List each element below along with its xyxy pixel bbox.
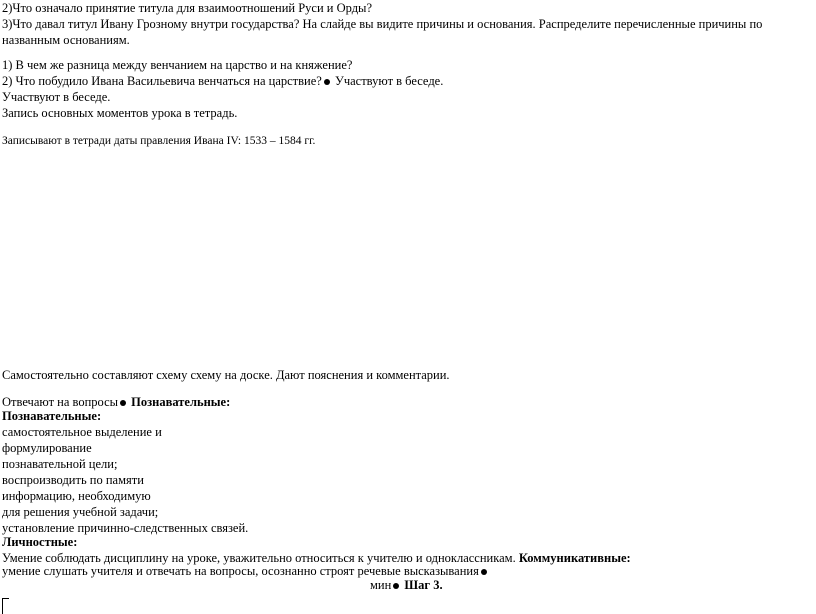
scheme-line: Самостоятельно составляют схему схему на доске. Дают пояснения и комментарии. (2, 368, 450, 382)
participate-line: Участвуют в беседе. (2, 90, 111, 104)
bullet-icon (481, 569, 487, 575)
question-horde: 2)Что означало принятие титула для взаимоотношений Руси и Орды? (2, 1, 373, 15)
cognitive-item: формулирование (2, 441, 92, 455)
cognitive-heading: Познавательные: (2, 409, 102, 423)
answer-prefix: Отвечают на вопросы (2, 395, 119, 409)
bullet-icon (120, 400, 126, 406)
question-coronation-reason (2, 73, 443, 89)
cognitive-item: установление причинно-следственных связей. (2, 521, 249, 535)
cognitive-label-inline: Познавательные: (128, 395, 231, 409)
table-corner (2, 598, 9, 614)
communicative-text: умение слушать учителя и отвечать на вопросы, осознанно строят речевые высказывания (2, 564, 479, 578)
bullet-icon (324, 79, 330, 85)
cognitive-item: информацию, необходимую (2, 489, 151, 503)
cognitive-item: познавательной цели; (2, 457, 118, 471)
personal-text: Умение соблюдать дисциплину на уроке, уважительно относиться к учителю и одноклассникам. (2, 551, 516, 565)
minutes-label: мин (370, 578, 392, 592)
cognitive-item: воспроизводить по памяти (2, 473, 144, 487)
communicative-label: Коммуникативные: (515, 551, 631, 565)
footer-step (370, 577, 443, 593)
dates-line: Записывают в тетради даты правления Ивана IV: 1533 – 1584 гг. (2, 135, 316, 147)
bullet-icon (393, 583, 399, 589)
cognitive-item: самостоятельное выделение и (2, 425, 162, 439)
question-coronation-difference: 1) В чем же разница между венчанием на царство и на княжение? (2, 58, 353, 72)
personal-heading: Личностные: (2, 535, 78, 549)
record-line: Запись основных моментов урока в тетрадь. (2, 106, 238, 120)
cognitive-item: для решения учебной задачи; (2, 505, 159, 519)
question-title-meaning: 3)Что давал титул Ивану Грозному внутри государства? На слайде вы видите причины и основания. Распределите перечисленные причины по названным основаниям. (2, 17, 763, 47)
participate-inline: Участвуют в беседе. (331, 74, 444, 88)
question-coronation-reason-text: 2) Что побудило Ивана Васильевича венчаться на царствие? (2, 74, 322, 88)
step-label: Шаг 3. (401, 578, 443, 592)
